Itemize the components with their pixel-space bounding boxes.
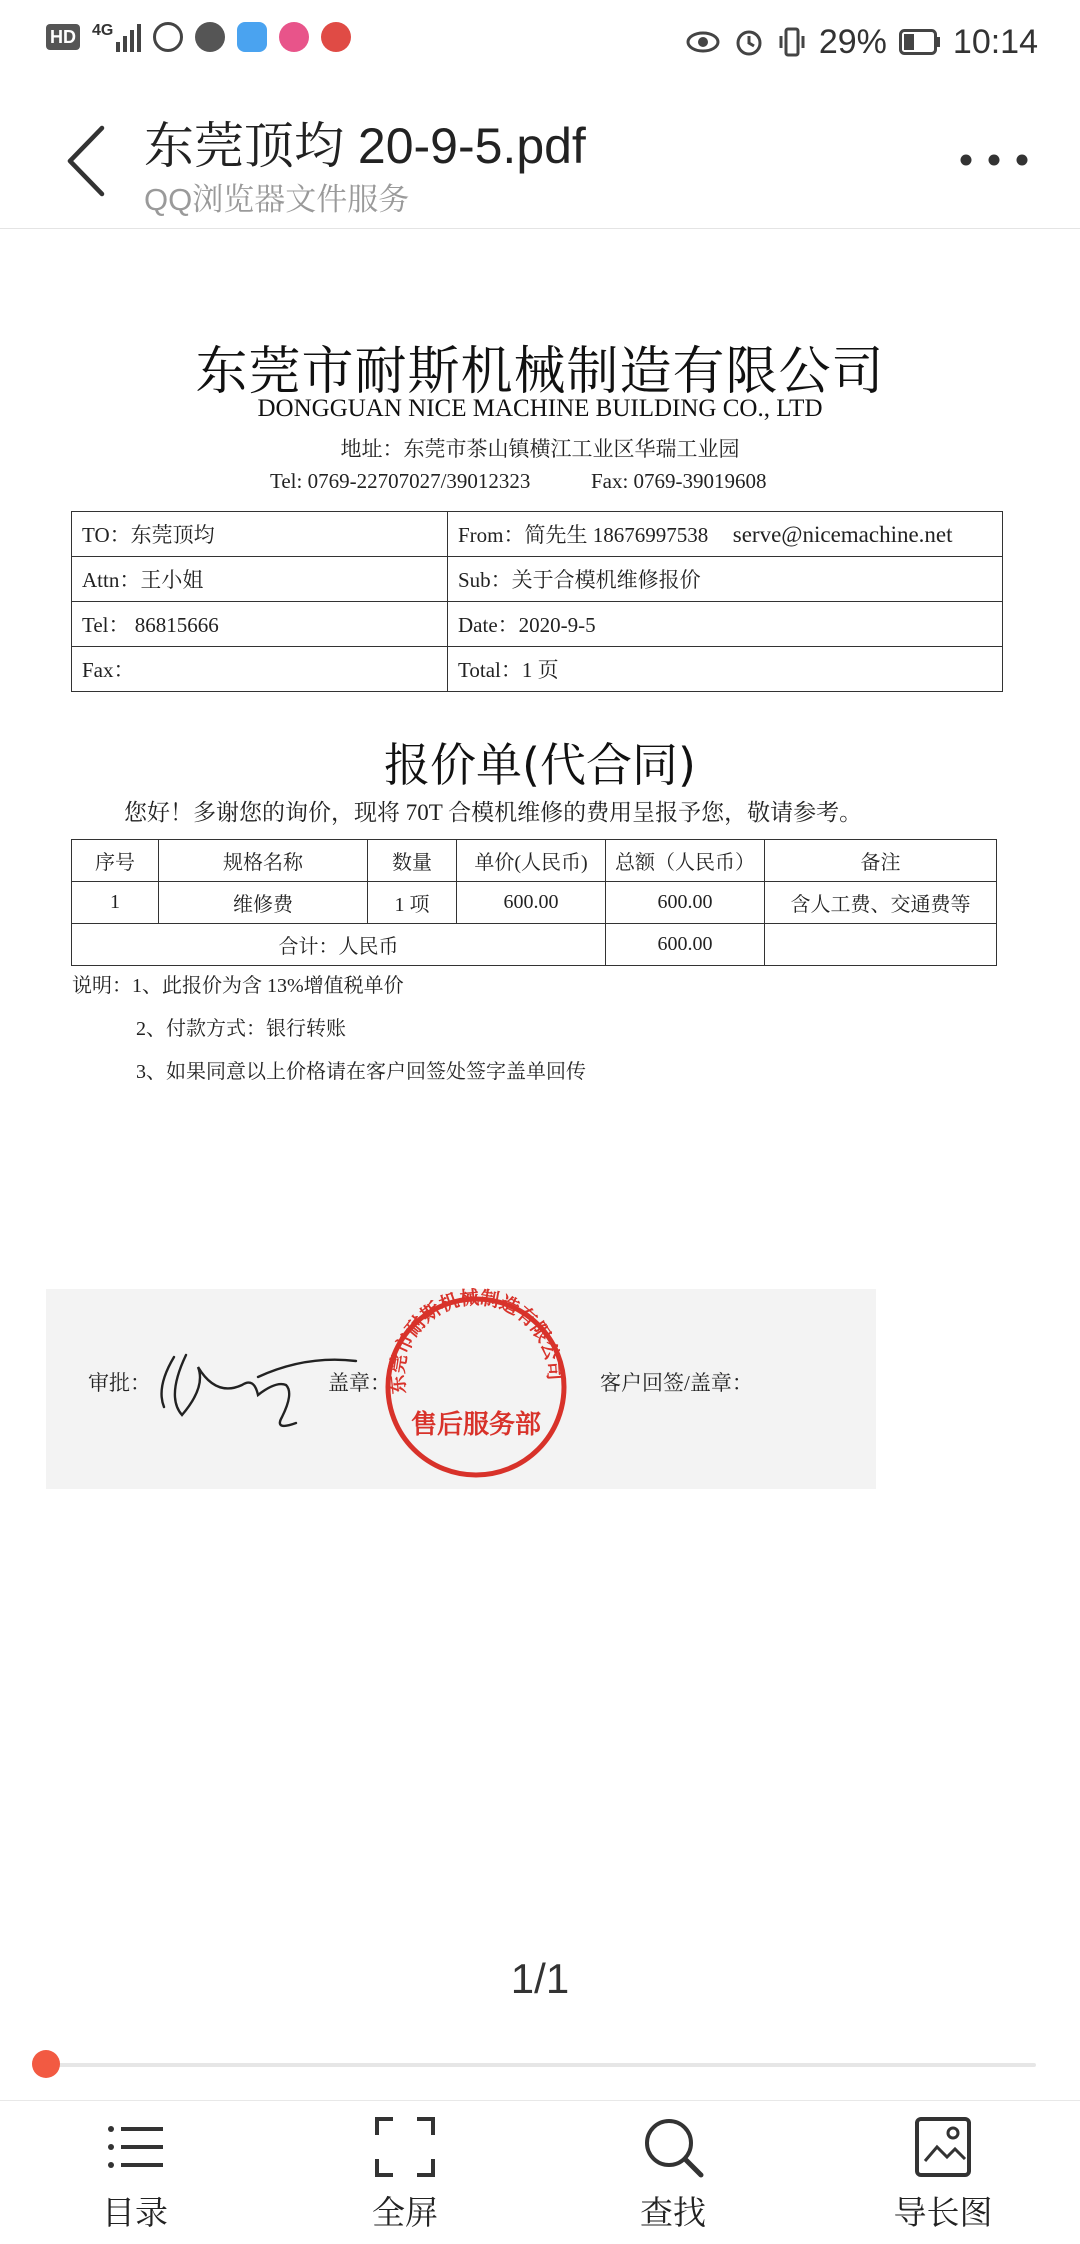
network-gen-label: 4G	[92, 22, 114, 39]
info-sub: Sub：关于合模机维修报价	[448, 557, 1003, 602]
company-fax: Fax: 0769-39019608	[590, 469, 767, 493]
slider-track	[32, 2063, 1036, 2067]
table-row	[72, 882, 997, 924]
music-app-icon	[321, 22, 351, 52]
camera-app-icon	[279, 22, 309, 52]
note-line: 2、付款方式：银行转账	[136, 1018, 346, 1040]
table-cell: 1 项	[368, 882, 457, 924]
more-dots-icon	[956, 142, 1032, 178]
battery-percent: 29%	[818, 23, 887, 61]
back-button[interactable]	[58, 116, 118, 206]
table-cell: 维修费	[159, 882, 368, 924]
status-bar	[0, 0, 1080, 86]
company-tel-fax	[270, 469, 767, 494]
status-right	[685, 18, 1038, 66]
seal-text-top: 东莞市耐斯机械制造有限公司	[386, 1286, 566, 1396]
company-name-cn: 东莞市耐斯机械制造有限公司	[195, 342, 885, 402]
company-name-en: DONGGUAN NICE MACHINE BUILDING CO., LTD	[257, 395, 823, 422]
table-cell: 600.00	[606, 882, 765, 924]
header-info-table	[71, 511, 1003, 692]
page-indicator: 1/1	[510, 1955, 570, 2002]
app-header	[0, 86, 1080, 229]
eye-icon	[685, 27, 721, 57]
more-button[interactable]	[956, 142, 1032, 178]
search-icon	[641, 2115, 705, 2179]
info-tel: Tel： 86815666	[72, 602, 448, 647]
battery-icon	[899, 29, 941, 55]
file-title: 东莞顶均 20-9-5.pdf	[144, 118, 586, 174]
alarm-icon	[733, 26, 765, 58]
seal-text-bottom: 售后服务部	[410, 1410, 542, 1440]
list-icon	[103, 2115, 167, 2179]
toc-button[interactable]	[60, 2115, 210, 2239]
sum-value: 600.00	[606, 924, 765, 966]
signature-area	[46, 1286, 876, 1489]
data-saver-icon	[153, 22, 183, 52]
pdf-viewer[interactable]	[0, 229, 1080, 1755]
signal-icon	[92, 22, 141, 52]
table-cell: 600.00	[457, 882, 606, 924]
vibrate-icon	[777, 26, 807, 58]
wechat-icon	[195, 22, 225, 52]
info-from-cell	[448, 512, 1003, 557]
customer-sign-label: 客户回签/盖章：	[600, 1371, 753, 1395]
long-image-label: 导长图	[893, 2194, 993, 2231]
info-to: TO：东莞顶均	[72, 512, 448, 557]
status-left	[46, 22, 351, 52]
table-cell	[765, 924, 997, 966]
table-header-row	[72, 840, 997, 882]
back-arrow-icon	[58, 116, 118, 206]
bottom-toolbar	[0, 2100, 1080, 2244]
slider-thumb[interactable]	[32, 2050, 60, 2078]
info-attn: Attn：王小姐	[72, 557, 448, 602]
table-cell: 含人工费、交通费等	[765, 882, 997, 924]
info-fax: Fax：	[72, 647, 448, 692]
shield-app-icon	[237, 22, 267, 52]
long-image-icon	[911, 2115, 975, 2179]
table-header: 序号	[72, 840, 159, 882]
approve-label: 审批：	[88, 1371, 151, 1395]
page-slider[interactable]	[32, 2058, 1036, 2072]
table-header: 规格名称	[159, 840, 368, 882]
note-line: 说明：1、此报价为含 13%增值税单价	[72, 975, 404, 997]
fullscreen-label: 全屏	[372, 2194, 438, 2231]
table-header: 总额（人民币）	[606, 840, 765, 882]
clock: 10:14	[952, 23, 1038, 61]
greeting-text: 您好！多谢您的询价，现将 70T 合模机维修的费用呈报予您，敬请参考。	[124, 800, 863, 825]
file-source: QQ浏览器文件服务	[144, 182, 410, 217]
fullscreen-button[interactable]	[330, 2115, 480, 2239]
company-seal-stamp	[376, 1283, 576, 1483]
seal-label: 盖章：	[328, 1371, 391, 1395]
table-header: 备注	[765, 840, 997, 882]
info-email: serve@nicemachine.net	[732, 522, 953, 547]
company-address: 地址：东莞市茶山镇横江工业区华瑞工业园	[340, 437, 740, 461]
info-from: From：简先生 18676997538	[458, 523, 709, 547]
info-total: Total：1 页	[448, 647, 1003, 692]
pdf-page	[0, 229, 1080, 1755]
quotation-title: 报价单(代合同)	[384, 738, 696, 792]
notes	[72, 971, 586, 1100]
info-date: Date：2020-9-5	[448, 602, 1003, 647]
company-tel: Tel: 0769-22707027/39012323	[270, 469, 531, 493]
table-header: 数量	[368, 840, 457, 882]
hd-badge: HD	[46, 24, 80, 50]
long-image-button[interactable]	[868, 2115, 1018, 2239]
find-button[interactable]	[598, 2115, 748, 2239]
price-table	[71, 839, 997, 966]
table-header: 单价(人民币)	[457, 840, 606, 882]
table-cell: 1	[72, 882, 159, 924]
table-sum-row	[72, 924, 997, 966]
find-label: 查找	[640, 2194, 706, 2231]
sum-label: 合计：人民币	[72, 924, 606, 966]
svg-text:东莞市耐斯机械制造有限公司	[385, 1286, 565, 1396]
fullscreen-icon	[373, 2115, 437, 2179]
toc-label: 目录	[102, 2194, 168, 2231]
note-line: 3、如果同意以上价格请在客户回签处签字盖单回传	[136, 1061, 586, 1083]
